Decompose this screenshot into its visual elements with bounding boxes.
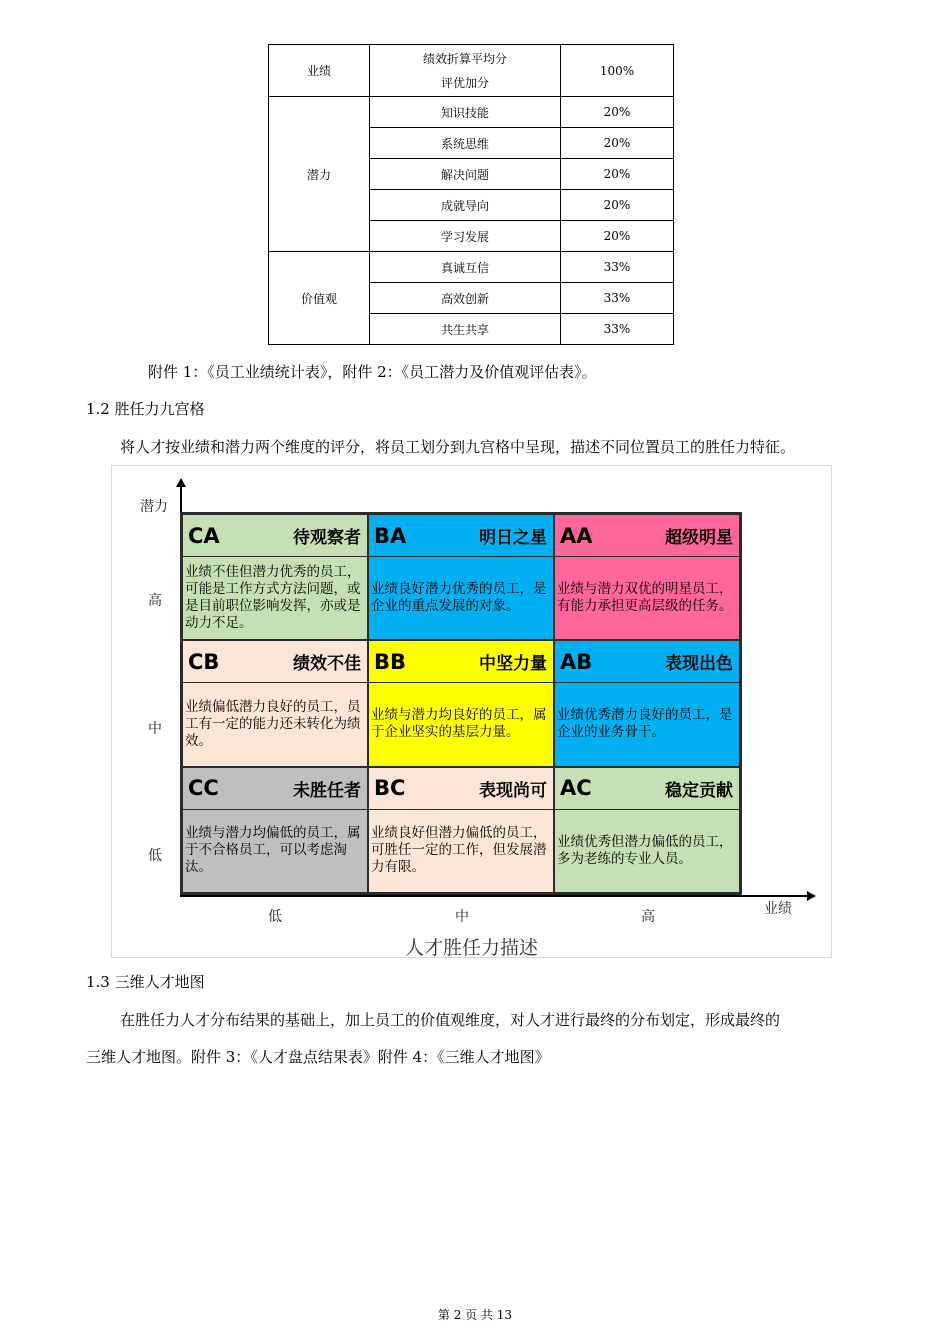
cell-cb: [182, 640, 368, 766]
item-weight: 33%: [561, 283, 674, 314]
cell-name: 待观察者: [293, 528, 361, 548]
cell-header: [555, 641, 739, 683]
cell-name: 超级明星: [665, 528, 733, 548]
x-axis: [180, 895, 808, 897]
cell-code: BB: [374, 649, 407, 674]
cell-header: [369, 641, 553, 683]
cell-description: 业绩良好潜力优秀的员工，是企业的重点发展的对象。: [369, 557, 553, 639]
cell-description: 业绩良好但潜力偏低的员工，可胜任一定的工作，但发展潜力有限。: [369, 810, 553, 892]
y-level-low: 低: [148, 848, 162, 864]
item-weight: 20%: [561, 190, 674, 221]
item-name: 成就导向: [370, 190, 561, 221]
cell-name: 绩效不佳: [293, 654, 361, 675]
cell-aa: [554, 514, 740, 640]
x-level-mid: 中: [455, 909, 469, 925]
cell-name: 稳定贡献: [665, 780, 733, 801]
category-values: 价值观: [269, 252, 370, 345]
section-1-3-paragraph-line1: 在胜任力人才分布结果的基础上，加上员工的价值观维度，对人才进行最终的分布划定，形成最终的: [120, 1011, 781, 1029]
page-footer: 第 2 页 共 13: [437, 1308, 513, 1322]
cell-name: 中坚力量: [479, 654, 547, 675]
figure-caption: 人才胜任力描述: [404, 937, 538, 959]
cell-header: [183, 515, 367, 557]
item-name: 真诚互信: [370, 252, 561, 283]
cell-description: 业绩与潜力均良好的员工，属于企业坚实的基层力量。: [369, 683, 553, 765]
x-level-high: 高: [641, 909, 655, 925]
item-name: 知识技能: [370, 97, 561, 128]
item-name: 高效创新: [370, 283, 561, 314]
cell-description: 业绩与潜力双优的明星员工，有能力承担更高层级的任务。: [555, 557, 739, 639]
cell-ca: [182, 514, 368, 640]
cell-header: [369, 768, 553, 810]
item-name: 共生共享: [370, 314, 561, 345]
cell-description: 业绩优秀但潜力偏低的员工，多为老练的专业人员。: [555, 810, 739, 892]
cell-code: AA: [560, 523, 593, 548]
cell-name: 表现尚可: [479, 780, 547, 801]
cell-code: CC: [188, 776, 219, 801]
weight-table: [268, 44, 674, 345]
cell-header: [555, 768, 739, 810]
category-performance: 业绩: [269, 45, 370, 97]
performance-items: [370, 45, 561, 97]
ninebox-grid: [180, 512, 742, 895]
cell-header: [183, 641, 367, 683]
item-name: 解决问题: [370, 159, 561, 190]
cell-ac: [554, 767, 740, 893]
cell-name: 明日之星: [479, 528, 547, 548]
cell-ba: [368, 514, 554, 640]
x-level-low: 低: [268, 909, 282, 925]
cell-header: [555, 515, 739, 557]
section-1-2-title: 1.2 胜任力九宫格: [86, 400, 205, 418]
cell-code: BC: [374, 776, 406, 801]
y-axis-title: 潜力: [140, 499, 168, 515]
section-1-3-title: 1.3 三维人才地图: [86, 973, 205, 991]
cell-bb: [368, 640, 554, 766]
cell-code: CB: [188, 649, 220, 674]
ninebox-figure: [111, 465, 832, 958]
y-level-mid: 中: [148, 721, 162, 737]
item-bonus: 评优加分: [440, 75, 489, 90]
cell-bc: [368, 767, 554, 893]
item-weight: 20%: [561, 97, 674, 128]
cell-code: AC: [560, 776, 592, 801]
section-1-2-paragraph: 将人才按业绩和潜力两个维度的评分，将员工划分到九宫格中呈现，描述不同位置员工的胜任力特征。: [120, 438, 796, 456]
item-weight: 20%: [561, 128, 674, 159]
item-name: 学习发展: [370, 221, 561, 252]
cell-name: 未胜任者: [293, 780, 361, 801]
section-1-3-paragraph-line2: 三维人才地图。附件 3：《人才盘点结果表》附件 4：《三维人才地图》: [86, 1048, 550, 1066]
item-name: 系统思维: [370, 128, 561, 159]
attachment-line: 附件 1：《员工业绩统计表》，附件 2：《员工潜力及价值观评估表》。: [148, 363, 597, 381]
item-score: 绩效折算平均分: [422, 51, 507, 66]
cell-ab: [554, 640, 740, 766]
cell-description: 业绩优秀潜力良好的员工，是企业的业务骨干。: [555, 683, 739, 765]
x-axis-title: 业绩: [764, 901, 792, 917]
cell-description: 业绩与潜力均偏低的员工，属于不合格员工，可以考虑淘汰。: [183, 810, 367, 892]
cell-cc: [182, 767, 368, 893]
cell-code: CA: [188, 523, 220, 548]
item-weight: 33%: [561, 252, 674, 283]
cell-code: BA: [374, 523, 407, 548]
item-weight: 20%: [561, 159, 674, 190]
cell-code: AB: [560, 649, 593, 674]
cell-name: 表现出色: [665, 654, 733, 675]
item-weight: 20%: [561, 221, 674, 252]
cell-header: [183, 768, 367, 810]
y-level-high: 高: [148, 593, 162, 609]
weight-performance: 100%: [561, 45, 674, 97]
cell-description: 业绩不佳但潜力优秀的员工，可能是工作方式方法问题，或是目前职位影响发挥，亦或是动力不足。: [183, 557, 367, 639]
cell-header: [369, 515, 553, 557]
category-potential: 潜力: [269, 97, 370, 252]
cell-description: 业绩偏低潜力良好的员工，员工有一定的能力还未转化为绩效。: [183, 683, 367, 765]
item-weight: 33%: [561, 314, 674, 345]
